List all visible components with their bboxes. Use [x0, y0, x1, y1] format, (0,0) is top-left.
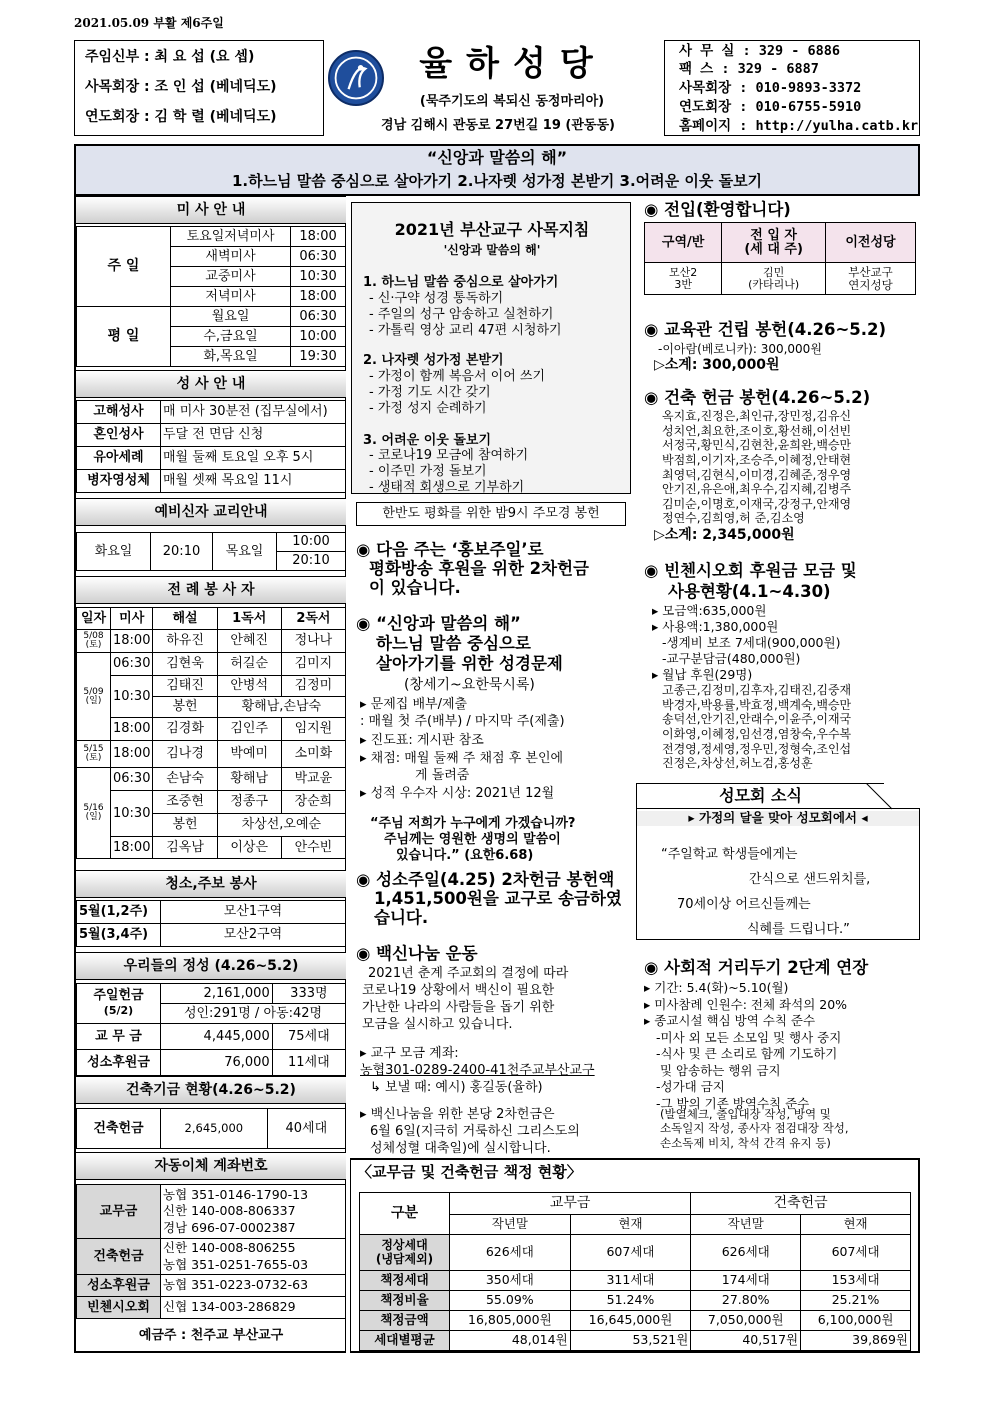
liturgy-header: 미사: [111, 608, 153, 630]
donor-line: 옥지효,진정은,최인규,장민정,김유신: [662, 409, 852, 423]
vincent-line: ▸ 모금액:635,000원: [652, 603, 767, 618]
catechumen-title: 예비신자 교리안내: [76, 498, 346, 526]
assessment-cell: 55.09%: [450, 1291, 571, 1311]
liturgy-reader2: 김정미: [281, 676, 345, 697]
assessment-cell: 311세대: [570, 1271, 691, 1291]
vincent-line: -교구분담금(480,000원): [662, 650, 801, 666]
sacrament-name: 병자영성체: [77, 470, 161, 493]
liturgy-mass: 06:30: [111, 768, 153, 791]
account-number: 농협 351-0223-0732-63: [161, 1275, 346, 1297]
assessment-row-label: 정상세대 (냉담제외): [360, 1235, 450, 1271]
mass-time: 06:30: [291, 307, 346, 327]
contact-box: [664, 40, 920, 136]
assessment-subheader: 현재: [570, 1215, 691, 1235]
pastoral-item: - 이주민 가정 돌보기: [369, 464, 487, 479]
building-fund-amount: 2,645,000: [161, 1109, 268, 1149]
liturgy-date: 5/16 (일): [77, 768, 111, 859]
education-hall-head: ◉ 교육관 건립 봉헌(4.26~5.2): [644, 320, 887, 339]
welcome-newcomer: 김민 (카타리나): [722, 263, 826, 295]
date-line: 2021.05.09 부활 제6주일: [74, 16, 224, 30]
donor-line: 전경영,정세영,정우민,정형숙,조인섭: [662, 741, 852, 756]
liturgy-mass: 10:30: [111, 791, 153, 837]
liturgy-reader1: 허길순: [217, 653, 281, 676]
distancing-line: -그 밖의 기존 방역수칙 준수: [656, 1095, 810, 1111]
offering-table: [76, 983, 346, 1076]
vaccine-account-note: ↳ 보낼 때: 예시) 홍길동(율하): [370, 1080, 543, 1095]
building-fund-label: 건축헌금: [77, 1109, 161, 1149]
assessment-cell: 626세대: [450, 1235, 571, 1271]
donor-line: 성치언,최요한,조이호,황선해,이선빈: [662, 423, 852, 438]
mass-name: 월요일: [171, 307, 291, 327]
bible-quiz-item: ▸ 문제집 배부/제출: [360, 697, 468, 712]
offering-amount: 4,445,000: [161, 1024, 273, 1050]
catechumen-day: 화요일: [77, 533, 151, 571]
building-offering-total: ▷소계: 2,345,000원: [654, 527, 795, 543]
assessment-cell: 16,805,000원: [450, 1311, 571, 1331]
assessment-cell: 53,521원: [570, 1331, 691, 1351]
vaccine-body: 2021년 춘계 주교회의 결정에 따라: [368, 966, 569, 981]
assessment-cell: 16,645,000원: [570, 1311, 691, 1331]
liturgy-offertory-label: 봉헌: [153, 814, 217, 837]
offering-amount: 76,000: [161, 1050, 273, 1076]
distancing-head: ◉ 사회적 거리두기 2단계 연장: [644, 958, 869, 977]
assessment-cell: 25.21%: [801, 1291, 911, 1311]
pastoral-item: - 가정 기도 시간 갖기: [369, 385, 491, 400]
staff-priest: 주임신부 : 최 요 섭 (요 셉): [85, 49, 255, 65]
bible-quiz-item: ▸ 채점: 매월 둘째 주 채점 후 본인에: [360, 751, 564, 766]
assessment-table: [359, 1192, 911, 1351]
cleaning-week: 5월(3,4주): [77, 924, 161, 947]
liturgy-commentator: 김옥남: [153, 837, 217, 859]
welcome-header: 이전성당: [825, 223, 915, 263]
liturgy-offertory: 차상선,오예순: [217, 814, 345, 837]
year-theme-banner: [74, 144, 920, 196]
liturgy-header: 1독서: [217, 608, 281, 630]
building-fund-count: 40세대: [267, 1109, 345, 1149]
vaccine-second-collection: 성체성혈 대축일)에 실시합니다.: [370, 1141, 551, 1156]
welcome-header: 전 입 자 (세 대 주): [722, 223, 826, 263]
liturgy-reader2: 박교윤: [281, 768, 345, 791]
parish-logo-icon: [328, 50, 384, 106]
assessment-title: 〈교무금 및 건축헌금 책정 현황〉: [357, 1163, 582, 1181]
vincent-report: [652, 603, 840, 682]
distancing-line: -미사 외 모든 소모임 및 행사 중지: [656, 1029, 842, 1045]
catechumen-day: 목요일: [213, 533, 277, 571]
donor-line: 고종근,김정미,김후자,김태진,김중재: [662, 683, 852, 697]
mass-table: [76, 226, 346, 367]
mothers-news-box: [636, 808, 920, 940]
liturgy-header: 2독서: [281, 608, 345, 630]
accounts-title: 자동이체 계좌번호: [76, 1152, 346, 1180]
catechumen-time: 20:10: [151, 533, 213, 571]
donor-line: 서정국,황민식,김현찬,윤희완,백승만: [662, 438, 852, 453]
account-numbers: [161, 1185, 346, 1239]
liturgy-reader2: 김미지: [281, 653, 345, 676]
donor-line: 김미순,이명호,이재국,강정구,안재영: [662, 496, 852, 511]
account-number: 농협 351-0146-1790-13: [163, 1187, 309, 1203]
assessment-row-label: 세대별평균: [360, 1331, 450, 1351]
vaccine-body: 가난한 나라의 사람들을 돕기 위한: [362, 1000, 555, 1015]
liturgy-mass: 18:00: [111, 741, 153, 768]
catechumen-time: 10:00: [277, 533, 346, 552]
pastoral-item: - 주일의 성구 암송하고 실천하기: [369, 307, 554, 322]
sunday-offering-date: (5/2): [103, 1003, 134, 1017]
liturgy-reader1: 박예미: [217, 741, 281, 768]
assessment-cell: 153세대: [801, 1271, 911, 1291]
liturgy-reader2: 소미화: [281, 741, 345, 768]
donor-line: 박경자,박용률,박효정,백계숙,백승만: [662, 697, 852, 712]
assessment-group: 건축헌금: [691, 1193, 911, 1215]
liturgy-mass: 18:00: [111, 718, 153, 741]
sacrament-title: 성 사 안 내: [76, 370, 346, 398]
distancing-note-line: (발열체크, 출입대장 작성, 방역 및: [660, 1107, 831, 1121]
welcome-head: ◉ 전입(환영합니다): [644, 200, 791, 219]
vocation-offering-notice: 습니다.: [374, 908, 429, 927]
assessment-row-label: 책정비율: [360, 1291, 450, 1311]
liturgy-reader1: 김인주: [217, 718, 281, 741]
accounts-table: [76, 1184, 346, 1319]
staff-box: [74, 40, 324, 136]
vincent-donors: [662, 683, 851, 771]
vincent-line: ▸ 월납 후원(29명): [652, 666, 753, 682]
parish-name: 율하성당: [419, 44, 607, 84]
assessment-subheader: 현재: [801, 1215, 911, 1235]
mothers-news-line: 간식으로 샌드위치를,: [749, 872, 871, 887]
liturgy-date: 5/09 (일): [77, 653, 111, 741]
distancing-line: -성가대 금지: [656, 1079, 725, 1094]
vaccine-body: 코로나19 상황에서 백신이 필요한: [362, 983, 555, 998]
assessment-cell: 7,050,000원: [691, 1311, 801, 1331]
offering-name: 교 무 금: [77, 1024, 161, 1050]
vocation-offering-notice: 1,451,500원을 교구로 송금하였: [374, 889, 622, 908]
mothers-news-tab-corner: [866, 783, 920, 810]
liturgy-date: 5/08 (토): [77, 630, 111, 653]
assessment-subheader: 작년말: [450, 1215, 571, 1235]
liturgy-commentator: 김태진: [153, 676, 217, 697]
distancing-line: ▸ 미사참례 인원수: 전체 좌석의 20%: [644, 996, 848, 1012]
liturgy-reader2: 임지원: [281, 718, 345, 741]
liturgy-header: 해설: [153, 608, 217, 630]
vincent-line: -생계비 보조 7세대(900,000원): [662, 634, 841, 650]
liturgy-commentator: 김나경: [153, 741, 217, 768]
mothers-news-line: 식혜를 드립니다.”: [747, 922, 850, 937]
liturgy-commentator: 하유진: [153, 630, 217, 653]
sacrament-name: 혼인성사: [77, 424, 161, 447]
welcome-previous-parish: 부산교구 연지성당: [825, 263, 915, 295]
pastoral-item: - 가정 성지 순례하기: [369, 401, 487, 416]
distancing-list: [644, 980, 847, 1112]
distancing-note-line: 소독일지 작성, 종사자 점검대장 작성,: [660, 1121, 849, 1136]
distancing-note-line: 손소독제 비치, 착석 간격 유지 등): [660, 1135, 831, 1150]
mass-name: 화,목요일: [171, 347, 291, 367]
pastoral-group-head: 1. 하느님 말씀 중심으로 살아가기: [363, 275, 559, 290]
contact-pastoral: 사목회장 : 010-9893-3372: [679, 80, 862, 96]
liturgy-reader2: 정나나: [281, 630, 345, 653]
distancing-line: 및 암송하는 행위 금지: [660, 1062, 781, 1078]
mass-time: 19:30: [291, 347, 346, 367]
cleaning-title: 청소,주보 봉사: [76, 870, 346, 898]
education-hall-total: ▷소계: 300,000원: [654, 357, 780, 373]
donor-line: 이화영,이혜정,임선경,염창숙,우수복: [662, 726, 852, 741]
mass-name: 토요일저녁미사: [171, 227, 291, 247]
account-holder: 예금주 : 천주교 부산교구: [138, 1328, 284, 1343]
cleaning-group: 모산2구역: [161, 924, 346, 947]
assessment-row-label: 책정세대: [360, 1271, 450, 1291]
liturgy-reader1: 이상은: [217, 837, 281, 859]
offering-title: 우리들의 정성 (4.26~5.2): [76, 952, 346, 980]
liturgy-reader2: 장순희: [281, 791, 345, 814]
vaccine-head: ◉ 백신나눔 운동: [356, 944, 478, 963]
contact-homepage[interactable]: 홈페이지 : http://yulha.catb.kr: [679, 118, 919, 134]
liturgy-commentator: 김현욱: [153, 653, 217, 676]
sacrament-name: 유아세례: [77, 447, 161, 470]
bible-quiz-item: 게 돌려줌: [415, 768, 470, 783]
liturgy-commentator: 손남숙: [153, 768, 217, 791]
mass-name: 저녁미사: [171, 287, 291, 307]
liturgy-commentator: 조중현: [153, 791, 217, 814]
vincent-line: ▸ 사용액:1,380,000원: [652, 618, 779, 634]
sunday-offering-detail: 성인:291명 / 아동:42명: [161, 1004, 346, 1024]
contact-office: 사 무 실 : 329 - 6886: [679, 43, 841, 59]
bible-quote: “주님 저희가 누구에게 가겠습니까?: [370, 816, 576, 831]
mass-name: 새벽미사: [171, 247, 291, 267]
assessment-cell: 174세대: [691, 1271, 801, 1291]
liturgy-reader1: 정종구: [217, 791, 281, 814]
cleaning-table: [76, 900, 346, 947]
pastoral-guidelines-box: [351, 202, 631, 494]
liturgy-title: 전 례 봉 사 자: [76, 576, 346, 604]
mothers-news-tab: [636, 783, 884, 809]
liturgy-mass: 18:00: [111, 630, 153, 653]
bible-quiz-head: 하느님 말씀 중심으로: [376, 634, 531, 653]
vaccine-body: 모금을 실시하고 있습니다.: [362, 1017, 513, 1032]
mothers-news-line: “주일학교 학생들에게는: [661, 847, 798, 862]
mass-name: 교중미사: [171, 267, 291, 287]
assessment-cell: 48,014원: [450, 1331, 571, 1351]
assessment-cell: 6,100,000원: [801, 1311, 911, 1331]
bible-quiz-item: ▸ 진도표: 게시판 참조: [360, 733, 484, 748]
assessment-cell: 39,869원: [801, 1331, 911, 1351]
cleaning-week: 5월(1,2주): [77, 901, 161, 924]
education-hall-donor: -이아람(베로니카): 300,000원: [658, 342, 822, 356]
account-number: 신협 134-003-286829: [161, 1297, 346, 1319]
bible-quiz-head: ◉ “신앙과 말씀의 해”: [356, 614, 521, 633]
bible-quote: 있습니다.” (요한6.68): [396, 848, 534, 863]
account-numbers: [161, 1239, 346, 1275]
account-type: 성소후원금: [77, 1275, 161, 1297]
sunday-offering-name: 주일헌금: [93, 988, 144, 1004]
assessment-cell: 40,517원: [691, 1331, 801, 1351]
welcome-table: [644, 222, 916, 295]
liturgy-reader1: 안병석: [217, 676, 281, 697]
bible-quiz-head: 살아가기를 위한 성경문제: [376, 654, 563, 673]
pastoral-item: - 가톨릭 영상 교리 47편 시청하기: [369, 323, 562, 338]
catechumen-time: 20:10: [277, 552, 346, 571]
distancing-note: [660, 1107, 849, 1150]
account-number: 신한 140-008-806337: [163, 1203, 296, 1219]
mass-sunday-label: 주 일: [77, 227, 171, 307]
assessment-cell: 51.24%: [570, 1291, 691, 1311]
building-offering-head: ◉ 건축 헌금 봉헌(4.26~5.2): [644, 388, 871, 407]
contact-yeondo: 연도회장 : 010-6755-5910: [679, 99, 862, 115]
liturgy-offertory-label: 봉헌: [153, 697, 217, 718]
mass-weekday-label: 평 일: [77, 307, 171, 367]
contact-fax: 팩 스 : 329 - 6887: [679, 61, 819, 77]
welcome-header: 구역/반: [645, 223, 722, 263]
account-number: 경남 696-07-0002387: [163, 1219, 296, 1235]
parish-address: 경남 김해시 관동로 27번길 19 (관동동): [381, 118, 615, 133]
mass-name: 수,금요일: [171, 327, 291, 347]
account-number: 농협 351-0251-7655-03: [163, 1256, 309, 1272]
liturgy-offertory: 황해남,손남숙: [217, 697, 345, 718]
vincent-head: 사용현황(4.1~4.30): [668, 582, 831, 601]
vaccine-second-collection: ▸ 백신나눔을 위한 본당 2차헌금은: [360, 1107, 555, 1122]
liturgy-reader1: 황해남: [217, 768, 281, 791]
welcome-district: 모산2 3반: [645, 263, 722, 295]
building-offering-names: [662, 409, 851, 526]
sacrament-name: 고해성사: [77, 401, 161, 424]
offering-name: 성소후원금: [77, 1050, 161, 1076]
notice-promotion-line: 평화방송 후원을 위한 2차헌금: [369, 559, 589, 578]
staff-pastoral-chair: 사목회장 : 조 인 섭 (베네딕도): [85, 79, 277, 95]
pastoral-item: - 신·구약 성경 통독하기: [369, 291, 504, 306]
assessment-cell: 27.80%: [691, 1291, 801, 1311]
sacrament-info: 두달 전 면담 신청: [161, 424, 346, 447]
pastoral-group-head: 3. 어려운 이웃 돌보기: [363, 433, 492, 448]
distancing-line: -식사 및 큰 소리로 함께 기도하기: [656, 1046, 838, 1061]
mass-time: 10:30: [291, 267, 346, 287]
bible-quiz-item: ▸ 성적 우수자 시상: 2021년 12월: [360, 786, 555, 801]
offering-count: 75세대: [272, 1024, 345, 1050]
vaccine-account: 농협301-0289-2400-41천주교부산교구: [360, 1063, 595, 1078]
donor-line: 정연수,김희영,허 준,김소영: [662, 511, 805, 526]
sunday-offering-label: [77, 984, 161, 1024]
assessment-group: 교무금: [450, 1193, 691, 1215]
assessment-row-label: 책정금액: [360, 1311, 450, 1331]
building-fund-table: [76, 1108, 346, 1149]
sunday-offering-count: 333명: [272, 984, 345, 1004]
pastoral-item: - 생태적 회생으로 기부하기: [369, 480, 525, 495]
donor-line: 최영덕,김현식,이미경,김혜준,정우영: [662, 467, 852, 482]
liturgy-header: 일자: [77, 608, 111, 630]
pastoral-group-head: 2. 나자렛 성가정 본받기: [363, 353, 504, 368]
staff-yeondo-chair: 연도회장 : 김 학 렬 (베네딕도): [85, 109, 277, 125]
pastoral-title: 2021년 부산교구 사목지침: [394, 220, 590, 239]
mass-time: 18:00: [291, 287, 346, 307]
distancing-line: ▸ 종교시설 핵심 방역 수칙 준수: [644, 1013, 816, 1028]
liturgy-reader2: 안수빈: [281, 837, 345, 859]
assessment-cell: 626세대: [691, 1235, 801, 1271]
sacrament-info: 매월 둘째 토요일 오후 5시: [161, 447, 346, 470]
bible-quote: 주님께는 영원한 생명의 말씀이: [384, 832, 561, 847]
sunday-offering-amount: 2,161,000: [161, 984, 273, 1004]
assessment-cell: 607세대: [570, 1235, 691, 1271]
parish-subtitle: (묵주기도의 복되신 동정마리아): [419, 94, 605, 109]
donor-line: 박점희,이기자,조승주,이혜정,안태현: [662, 452, 852, 467]
notice-promotion-line: ◉ 다음 주는 ‘홍보주일’로: [356, 540, 544, 559]
building-fund-title: 건축기금 현황(4.26~5.2): [76, 1076, 346, 1104]
assessment-col-label: 구분: [360, 1193, 450, 1235]
liturgy-table: [76, 607, 346, 859]
liturgy-reader1: 안혜진: [217, 630, 281, 653]
mothers-news-title: 성모회 소식: [719, 786, 802, 805]
vaccine-account-label: ▸ 교구 모금 계좌:: [360, 1046, 459, 1061]
assessment-cell: 607세대: [801, 1235, 911, 1271]
vocation-offering-notice: ◉ 성소주일(4.25) 2차헌금 봉헌액: [356, 870, 615, 889]
bible-quiz-item: : 매월 첫 주(배부) / 마지막 주(제출): [360, 714, 565, 729]
sacrament-info: 매월 셋째 목요일 11시: [161, 470, 346, 493]
sacrament-table: [76, 400, 346, 493]
assessment-cell: 350세대: [450, 1271, 571, 1291]
offering-count: 11세대: [272, 1050, 345, 1076]
liturgy-mass: 06:30: [111, 653, 153, 676]
mass-title: 미 사 안 내: [76, 196, 346, 224]
notice-promotion-line: 이 있습니다.: [369, 578, 461, 597]
vaccine-second-collection: 6월 6일(지극히 거룩하신 그리스도의: [370, 1124, 580, 1139]
pastoral-item: - 가정이 함께 복음서 이어 쓰기: [369, 369, 546, 384]
liturgy-commentator: 김경화: [153, 718, 217, 741]
mothers-news-line: 70세이상 어르신들께는: [677, 897, 811, 912]
donor-line: 안기진,유은애,최우수,김지혜,김병주: [662, 482, 852, 497]
mass-time: 10:00: [291, 327, 346, 347]
peace-prayer-note: 한반도 평화를 위한 밤9시 주모경 봉헌: [356, 502, 626, 526]
cleaning-group: 모산1구역: [161, 901, 346, 924]
sacrament-info: 매 미사 30분전 (집무실에서): [161, 401, 346, 424]
pastoral-item: - 코로나19 모금에 참여하기: [369, 448, 529, 463]
vincent-head: ◉ 빈첸시오회 후원금 모금 및: [644, 561, 857, 580]
banner-title: “신앙과 말씀의 해”: [426, 148, 568, 167]
left-column: [74, 196, 346, 1353]
donor-line: 송덕선,안기진,안래수,이윤주,이재국: [662, 712, 852, 727]
account-type: 교무금: [77, 1185, 161, 1239]
liturgy-mass: 10:30: [111, 676, 153, 718]
distancing-line: ▸ 기간: 5.4(화)~5.10(월): [644, 980, 789, 995]
assessment-box: [350, 1158, 920, 1353]
account-number: 신한 140-008-806255: [163, 1240, 296, 1256]
donor-line: 진정은,차상선,허노검,홍성훈: [662, 756, 813, 771]
liturgy-mass: 18:00: [111, 837, 153, 859]
pastoral-subtitle: '신앙과 말씀의 해': [443, 243, 541, 257]
mass-time: 06:30: [291, 247, 346, 267]
liturgy-date: 5/15 (토): [77, 741, 111, 768]
mothers-news-sub: ▸ 가정의 달을 맞아 성모회에서 ◂: [637, 811, 919, 826]
bible-quiz-range: (창세기~요한묵시록): [404, 677, 535, 693]
account-type: 빈첸시오회: [77, 1297, 161, 1319]
account-type: 건축헌금: [77, 1239, 161, 1275]
catechumen-table: [76, 532, 346, 571]
mass-time: 18:00: [291, 227, 346, 247]
assessment-subheader: 작년말: [691, 1215, 801, 1235]
banner-goals: 1.하느님 말씀 중심으로 살아가기 2.나자렛 성가정 본받기 3.어려운 이웃 돌보기: [231, 171, 763, 190]
